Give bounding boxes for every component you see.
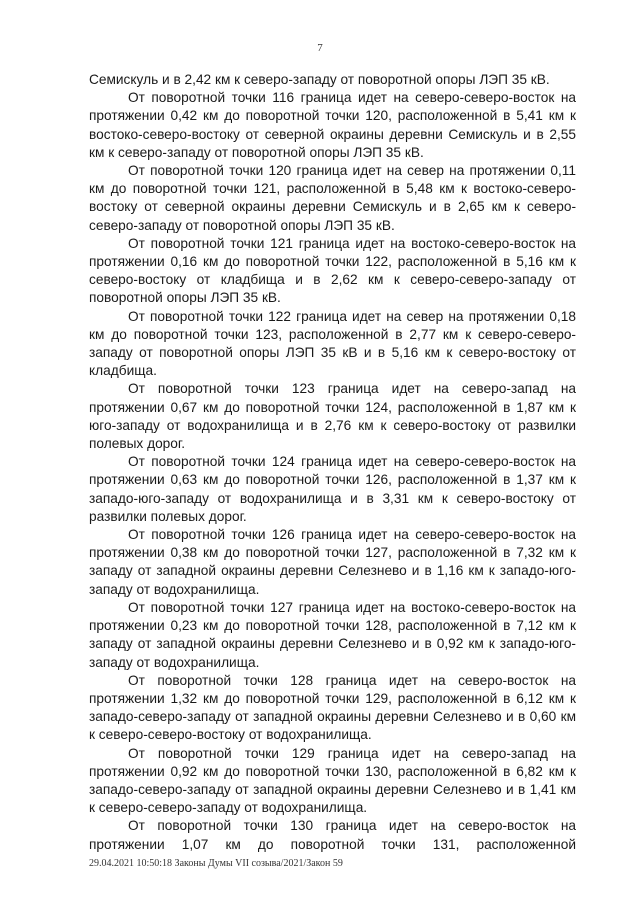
- page-number: 7: [317, 42, 323, 54]
- paragraph: От поворотной точки 127 граница идет на востоко-северо-восток на протяжении 0,23 км до поворотной точки 128, расположенной в 7,12 км к западу от западной окраины деревни Селезнево и в 0,92 км к западо-юго-западу от водохранилища.: [89, 599, 576, 670]
- paragraph: От поворотной точки 123 граница идет на северо-запад на протяжении 0,67 км до поворотной точки 124, расположенной в 1,87 км к юго-западу от водохранилища и в 2,76 км к северо-востоку от развилки полевых дорог.: [89, 381, 576, 452]
- paragraph: От поворотной точки 121 граница идет на востоко-северо-восток на протяжении 0,16 км до поворотной точки 122, расположенной в 5,16 км к северо-востоку от кладбища и в 2,62 км к северо-северо-западу от поворотной опоры ЛЭП 35 кВ.: [89, 235, 576, 306]
- paragraph: От поворотной точки 120 граница идет на север на протяжении 0,11 км до поворотной точки 121, расположенной в 5,48 км к востоко-северо-востоку от северной окраины деревни Семискуль и в 2,65 км к северо-северо-западу от поворотной опоры ЛЭП 35 кВ.: [89, 163, 576, 233]
- document-footer: 29.04.2021 10:50:18 Законы Думы VII созыва/2021/Закон 59: [89, 858, 343, 869]
- paragraph: От поворотной точки 129 граница идет на северо-запад на протяжении 0,92 км до поворотной точки 130, расположенной в 6,82 км к западо-северо-западу от западной окраины деревни Селезнево и в 1,41 км к северо-северо-западу от водохранилища.: [89, 745, 576, 816]
- document-body: [89, 71, 576, 854]
- paragraph: От поворотной точки 122 граница идет на север на протяжении 0,18 км до поворотной точки 123, расположенной в 2,77 км к северо-северо-западу от поворотной опоры ЛЭП 35 кВ и в 5,16 км к северо-востоку от кладбища.: [89, 308, 576, 379]
- paragraph-truncated: От поворотной точки 130 граница идет на северо-восток на протяжении 1,07 км до поворотной точки 131, расположенной: [89, 818, 576, 852]
- paragraph: От поворотной точки 124 граница идет на северо-северо-восток на протяжении 0,63 км до поворотной точки 126, расположенной в 1,37 км к западо-юго-западу от водохранилища и в 3,31 км к северо-востоку от развилки полевых дорог.: [89, 454, 576, 524]
- paragraph: От поворотной точки 128 граница идет на северо-восток на протяжении 1,32 км до поворотной точки 129, расположенной в 6,12 км к западо-северо-западу от западной окраины деревни Селезнево и в 0,60 км к северо-северо-востоку от водохранилища.: [89, 672, 576, 743]
- paragraph: От поворотной точки 126 граница идет на северо-северо-восток на протяжении 0,38 км до поворотной точки 127, расположенной в 7,32 км к западу от западной окраины деревни Селезнево и в 1,16 км к западо-юго-западу от водохранилища.: [89, 527, 576, 597]
- paragraph-continuation: Семискуль и в 2,42 км к северо-западу от поворотной опоры ЛЭП 35 кВ.: [89, 72, 550, 87]
- paragraph: От поворотной точки 116 граница идет на северо-северо-восток на протяжении 0,42 км до поворотной точки 120, расположенной в 5,41 км к востоко-северо-востоку от северной окраины деревни Семискуль и в 2,55 км к северо-западу от поворотной опоры ЛЭП 35 кВ.: [89, 90, 576, 160]
